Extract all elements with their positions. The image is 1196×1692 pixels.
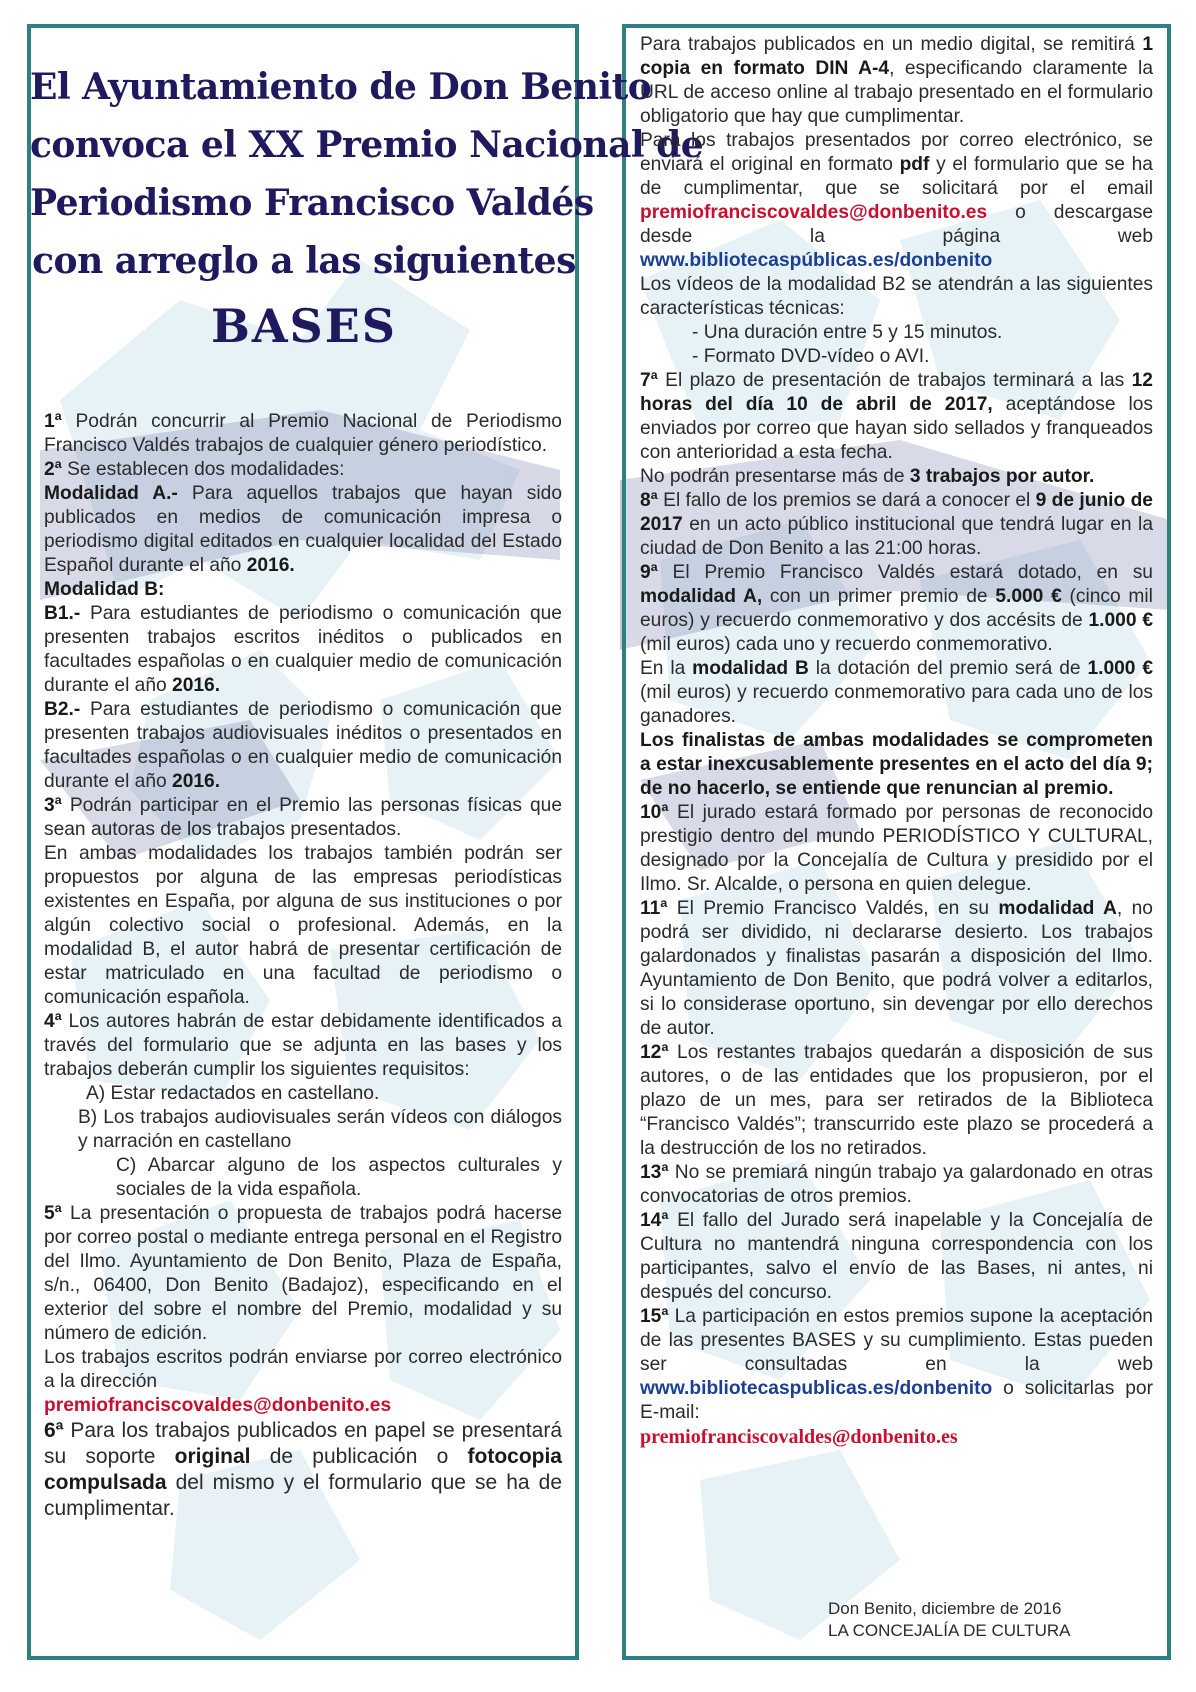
title-line-1: El Ayuntamiento de Don Benito [30, 66, 652, 108]
base-number: 2ª [44, 459, 62, 480]
base-number: 14ª [640, 1210, 669, 1231]
emphasis: Los finalistas de ambas modalidades se comprometen a estar inexcusablemente presentes en el acto del día 9; de no hacerlo, se entiende que renuncian al premio. [640, 730, 1153, 799]
base-8 [640, 489, 1153, 561]
video-spec-duration: - Una duración entre 5 y 15 minutos. [692, 322, 1003, 343]
text: , especificando claramente la URL de acceso online al trabajo presentado en el formulario obligatorio que hay que cumplimentar. [640, 58, 1153, 127]
base-number: 12ª [640, 1042, 669, 1063]
text: El Premio Francisco Valdés estará dotado, en su [672, 562, 1153, 583]
base-number: 15ª [640, 1306, 669, 1327]
base-7 [640, 369, 1153, 465]
text: o solicitarlas por E-mail: [640, 1378, 1153, 1423]
emphasis: 5.000 € [995, 586, 1062, 607]
base-7-limit [640, 465, 1153, 489]
contact-email[interactable] [44, 1394, 562, 1418]
modalidad-b1 [44, 602, 562, 698]
text: En la [640, 658, 686, 679]
base-number: 7ª [640, 370, 658, 391]
email-link[interactable]: premiofranciscovaldes@donbenito.es [640, 202, 988, 223]
text: la dotación del premio será de [815, 658, 1081, 679]
base-13 [640, 1161, 1153, 1209]
base-1 [44, 410, 562, 458]
year: 2016. [172, 771, 221, 792]
emphasis: 9 de junio de 2017 [640, 490, 1153, 535]
base-number: 5ª [44, 1203, 62, 1224]
left-column-text [44, 410, 562, 1522]
base-text: del mismo y el formulario que se ha de cumplimentar. [44, 1471, 563, 1520]
base-text: Podrán concurrir al Premio Nacional de Periodismo Francisco Valdés trabajos de cualquier género periodístico. [44, 411, 562, 456]
base-number: 1ª [44, 411, 62, 432]
bases-heading: BASES [210, 299, 398, 353]
text: El fallo del Jurado será inapelable y la Concejalía de Cultura no mantendrá ninguna correspondencia con los participantes, salvo el envío de las Bases, ni antes, ni después del concurso. [640, 1210, 1153, 1303]
base-number: 4ª [44, 1011, 62, 1032]
emphasis: 12 horas del día 10 de abril de 2017, [640, 370, 1153, 415]
text: (mil euros) cada uno y recuerdo conmemorativo. [640, 634, 1053, 655]
modalidad-label: B2.- [44, 699, 81, 720]
emphasis: modalidad A, [640, 586, 763, 607]
announcement-title [30, 58, 704, 358]
base-12 [640, 1041, 1153, 1161]
text: No podrán presentarse más de [640, 466, 905, 487]
base-5 [44, 1202, 562, 1346]
base-text: La presentación o propuesta de trabajos podrá hacerse por correo postal o mediante entrega personal en el Registro del Ilmo. Ayuntamiento de Don Benito, Plaza de España, s/n., 06400, Don Benito (Badajoz), especificando en el exterior del sobre el nombre del Premio, modalidad y su número de edición. [44, 1203, 562, 1344]
modalidad-label: B1.- [44, 603, 81, 624]
base-number: 9ª [640, 562, 658, 583]
emphasis: fotocopia compulsada [44, 1445, 562, 1494]
base-9-modalidad-b [640, 657, 1153, 729]
email-link[interactable]: premiofranciscovaldes@donbenito.es [44, 1395, 392, 1416]
base-3 [44, 794, 562, 842]
modalidad-b2 [44, 698, 562, 794]
base-14 [640, 1209, 1153, 1305]
text: , no podrá ser dividido, ni declararse desierto. Los trabajos galardonados y finalistas pasarán a disposición del Ilmo. Ayuntamiento de Don Benito, que podrá volver a editarlos, si lo considerase oportuno, sin devengar por ello derechos de autor. [640, 898, 1153, 1039]
emphasis: 1 copia en formato DIN A-4 [640, 34, 1153, 79]
signature [828, 1598, 1070, 1642]
video-specs-paragraph: Los vídeos de la modalidad B2 se atendrán a las siguientes características técnicas: [640, 274, 1153, 319]
modalidad-label: Modalidad A.- [44, 483, 178, 504]
base-11 [640, 897, 1153, 1041]
base-4 [44, 1010, 562, 1082]
text: El Premio Francisco Valdés, en su [676, 898, 989, 919]
base-number: 6ª [44, 1419, 64, 1442]
email-link[interactable]: premiofranciscovaldes@donbenito.es [640, 1426, 958, 1448]
emphasis: 1.000 € [1087, 658, 1154, 679]
text: La participación en estos premios supone la aceptación de las presentes BASES y su cumplimiento. Estas pueden ser consultadas en la web [640, 1306, 1153, 1375]
base-text: Los autores habrán de estar debidamente identificados a través del formulario que se adjunta en las bases y los trabajos deberán cumplir los siguientes requisitos: [44, 1011, 562, 1080]
base-15-email[interactable] [640, 1425, 1153, 1450]
title-line-2: convoca el XX Premio Nacional de [30, 124, 704, 166]
emphasis: modalidad B [692, 658, 809, 679]
emphasis: 1.000 € [1088, 610, 1153, 631]
text: y el formulario que se ha de cumplimentar, que se solicitará por el email [640, 154, 1153, 199]
modalidad-label: Modalidad B: [44, 579, 165, 600]
requirement-b: B) Los trabajos audiovisuales serán vídeos con diálogos y narración en castellano [78, 1107, 562, 1152]
right-column-text [640, 33, 1153, 1450]
requirement-a: A) Estar redactados en castellano. [86, 1083, 380, 1104]
emphasis: 3 trabajos por autor. [909, 466, 1095, 487]
digital-works-paragraph [640, 33, 1153, 129]
signature-department: LA CONCEJALÍA DE CULTURA [828, 1621, 1071, 1640]
modalidad-b [44, 578, 562, 602]
base-3-paragraph: En ambas modalidades los trabajos también podrán ser propuestos por alguna de las empresas periodísticas existentes en España, por alguna de sus instituciones o por algún colectivo social o profesional. Además, en la modalidad B, el autor habrá de presentar certificación de estar matriculado en una facultad de periodismo o comunicación española. [44, 843, 562, 1008]
text: Los restantes trabajos quedarán a disposición de sus autores, o de las entidades que los propusieron, por el plazo de un mes, para ser retirados de la Biblioteca “Francisco Valdés”; transcurrido este plazo se procederá a la destrucción de los no retirados. [640, 1042, 1153, 1159]
text: Para los trabajos presentados por correo electrónico, se enviará el original en formato [640, 130, 1153, 175]
website-link[interactable]: www.bibliotecaspublicas.es/donbenito [640, 1378, 993, 1399]
text: No se premiará ningún trabajo ya galardonado en otras convocatorias de otros premios. [640, 1162, 1153, 1207]
emphasis: modalidad A [998, 898, 1117, 919]
base-text: Se establecen dos modalidades: [67, 459, 345, 480]
email-works-paragraph [640, 129, 1153, 273]
text: en un acto público institucional que tendrá lugar en la ciudad de Don Benito a las 21:00 horas. [640, 514, 1153, 559]
base-text: de publicación o [269, 1445, 449, 1468]
text: (mil euros) y recuerdo conmemorativo para cada uno de los ganadores. [640, 682, 1153, 727]
base-text: Para los trabajos publicados en papel se presentará su soporte [44, 1419, 562, 1468]
modalidad-a [44, 482, 562, 578]
website-link[interactable]: www.bibliotecaspúblicas.es/donbenito [640, 250, 993, 271]
base-15 [640, 1305, 1153, 1425]
text: (cinco mil euros) y recuerdo conmemorativo y dos accésits de [640, 586, 1153, 631]
base-9 [640, 561, 1153, 657]
base-number: 8ª [640, 490, 658, 511]
title-line-3: Periodismo Francisco Valdés [30, 182, 594, 224]
modalidad-text: Para estudiantes de periodismo o comunicación que presenten trabajos escritos inéditos o publicados en facultades españolas o en cualquier medio de comunicación durante el año [44, 603, 562, 696]
text: El jurado estará formado por personas de reconocido prestigio dentro del mundo PERIODÍSTICO Y CULTURAL, designado por la Concejalía de Cultura y presidido por el Ilmo. Sr. Alcalde, o persona en quien delegue. [640, 802, 1153, 895]
base-number: 11ª [640, 898, 668, 919]
text: o descargase desde la página web [640, 202, 1153, 247]
text: El fallo de los premios se dará a conocer el [663, 490, 1031, 511]
signature-place-date: Don Benito, diciembre de 2016 [828, 1599, 1062, 1618]
text: aceptándose los enviados por correo que hayan sido sellados y franqueados con anterioridad a esta fecha. [640, 394, 1153, 463]
emphasis: pdf [899, 154, 930, 175]
base-10 [640, 801, 1153, 897]
year: 2016. [246, 555, 295, 576]
finalists-notice [640, 729, 1153, 801]
base-text: Podrán participar en el Premio las personas físicas que sean autoras de los trabajos presentados. [44, 795, 562, 840]
modalidad-text: Para aquellos trabajos que hayan sido publicados en medios de comunicación impresa o periodismo digital editados en cualquier localidad del Estado Español durante el año [44, 483, 562, 576]
modalidad-text: Para estudiantes de periodismo o comunicación que presenten trabajos audiovisuales inéditos o presentados en facultades españolas o en cualquier medio de comunicación durante el año [44, 699, 562, 792]
text: El plazo de presentación de trabajos terminará a las [665, 370, 1125, 391]
requirement-c: C) Abarcar alguno de los aspectos culturales y sociales de la vida española. [116, 1155, 562, 1200]
base-number: 13ª [640, 1162, 669, 1183]
text: Para trabajos publicados en un medio digital, se remitirá [640, 34, 1135, 55]
base-number: 10ª [640, 802, 669, 823]
base-5-paragraph: Los trabajos escritos podrán enviarse por correo electrónico a la dirección [44, 1347, 562, 1392]
emphasis: original [174, 1445, 251, 1468]
base-number: 3ª [44, 795, 62, 816]
base-6 [44, 1418, 562, 1522]
title-line-4: con arreglo a las siguientes [32, 240, 576, 282]
year: 2016. [172, 675, 221, 696]
text: con un primer premio de [769, 586, 988, 607]
video-spec-format: - Formato DVD-vídeo o AVI. [692, 346, 930, 367]
base-2 [44, 458, 562, 482]
